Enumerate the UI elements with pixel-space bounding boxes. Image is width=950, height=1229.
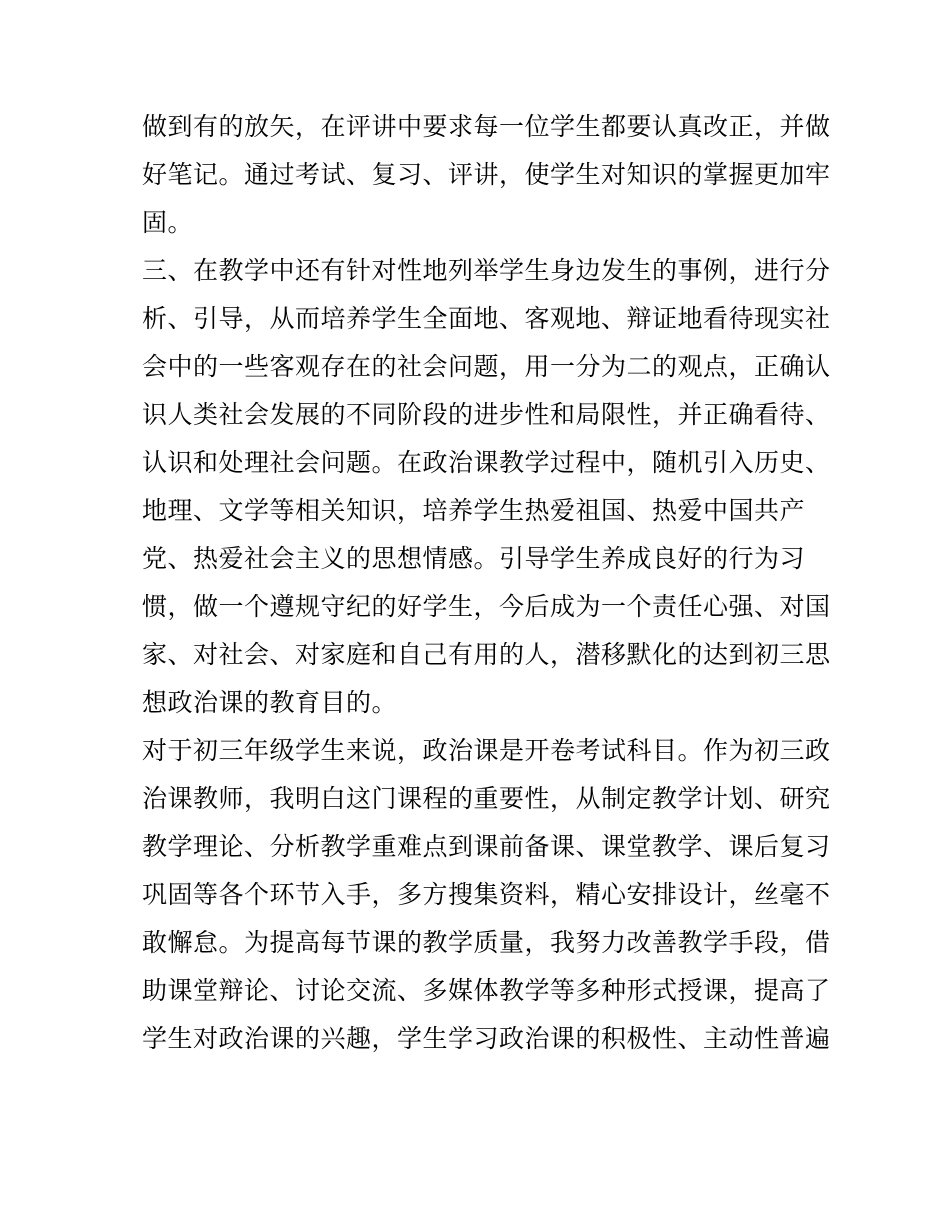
text-line: 好笔记。通过考试、复习、评讲，使学生对知识的掌握更加牢 xyxy=(142,160,831,189)
text-line: 巩固等各个环节入手，多方搜集资料，精心安排设计，丝毫不 xyxy=(142,880,831,909)
text-line: 学生对政治课的兴趣，学生学习政治课的积极性、主动性普遍 xyxy=(142,1024,831,1053)
text-line: 会中的一些客观存在的社会问题，用一分为二的观点，正确认 xyxy=(142,352,831,381)
text-line: 对于初三年级学生来说，政治课是开卷考试科目。作为初三政 xyxy=(142,736,831,765)
body-text xyxy=(142,103,831,1063)
text-line: 地理、文学等相关知识，培养学生热爱祖国、热爱中国共产 xyxy=(142,496,806,525)
text-line: 想政治课的教育目的。 xyxy=(142,688,398,717)
text-line: 党、热爱社会主义的思想情感。引导学生养成良好的行为习 xyxy=(142,544,806,573)
text-line: 认识和处理社会问题。在政治课教学过程中，随机引入历史、 xyxy=(142,448,831,477)
text-line: 做到有的放矢，在评讲中要求每一位学生都要认真改正，并做 xyxy=(142,112,831,141)
text-line: 助课堂辩论、讨论交流、多媒体教学等多种形式授课，提高了 xyxy=(142,976,831,1005)
text-line: 家、对社会、对家庭和自己有用的人，潜移默化的达到初三思 xyxy=(142,640,831,669)
text-line: 惯，做一个遵规守纪的好学生，今后成为一个责任心强、对国 xyxy=(142,592,831,621)
text-line: 治课教师，我明白这门课程的重要性，从制定教学计划、研究 xyxy=(142,784,831,813)
text-line: 固。 xyxy=(142,208,194,237)
text-line: 教学理论、分析教学重难点到课前备课、课堂教学、课后复习 xyxy=(142,832,831,861)
text-line: 析、引导，从而培养学生全面地、客观地、辩证地看待现实社 xyxy=(142,304,831,333)
text-line: 识人类社会发展的不同阶段的进步性和局限性，并正确看待、 xyxy=(142,400,831,429)
text-line: 敢懈怠。为提高每节课的教学质量，我努力改善教学手段，借 xyxy=(142,928,831,957)
text-line: 三、在教学中还有针对性地列举学生身边发生的事例，进行分 xyxy=(142,256,831,285)
